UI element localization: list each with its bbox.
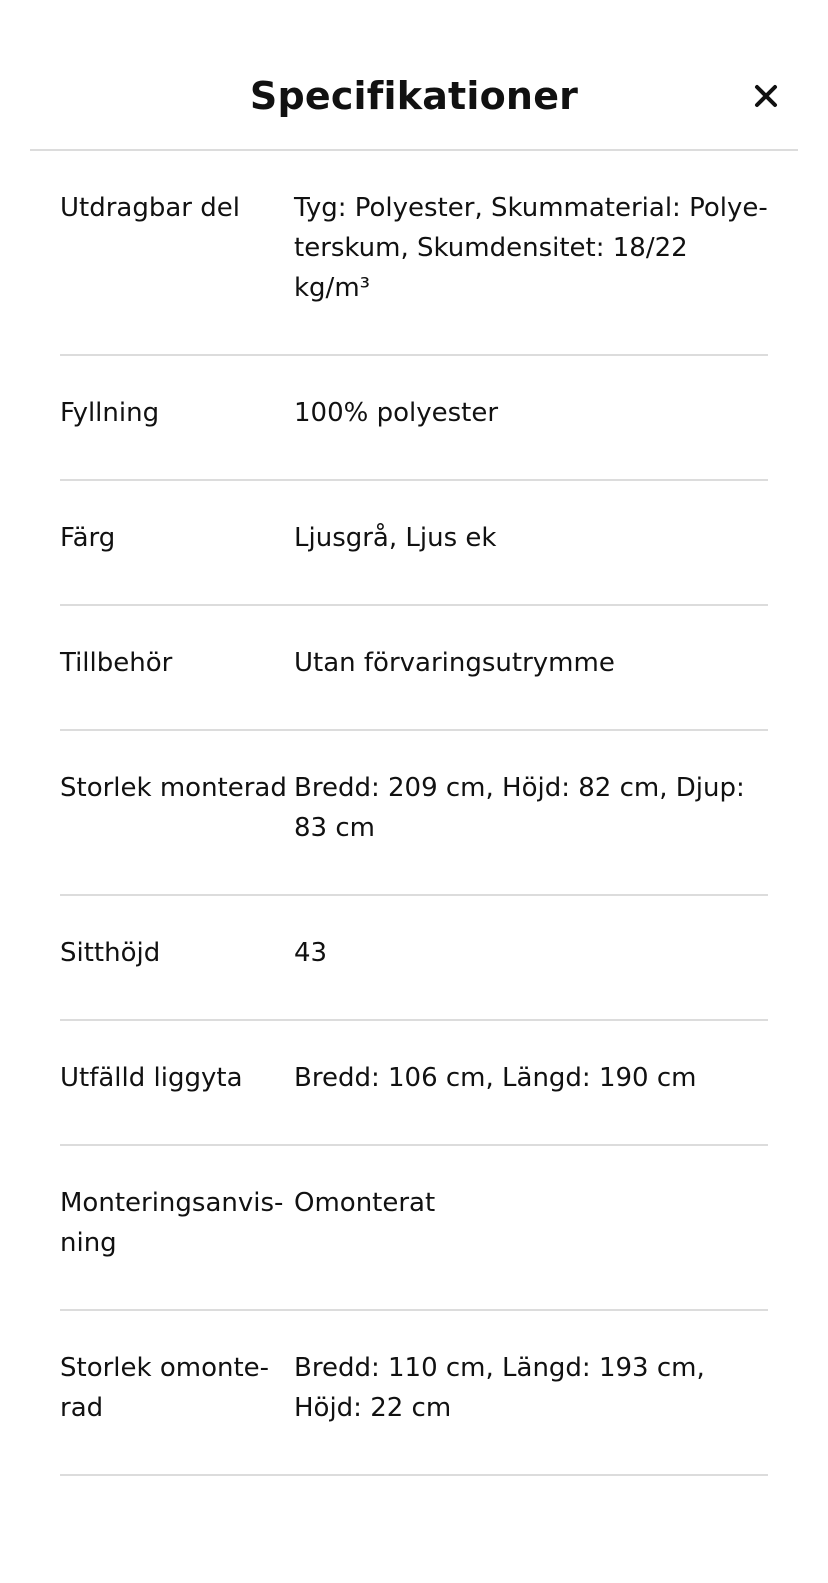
spec-value: Bredd: 209 cm, Höjd: 82 cm, Djup: 83 cm [294,773,745,843]
spec-value: Bredd: 110 cm, Längd: 193 cm, Höjd: 22 cm [294,1353,705,1423]
spec-label: Utfälld liggyta [60,1063,243,1093]
spec-label: Utdragbar del [60,193,240,223]
spec-label: Fyllning [60,398,160,428]
spec-value: Omonterat [294,1188,436,1218]
spec-row-sitthojd [60,896,768,1021]
spec-value: Bredd: 106 cm, Längd: 190 cm [294,1063,697,1093]
spec-value: 43 [294,938,328,968]
spec-label: Tillbehör [60,648,173,678]
spec-label: Färg [60,523,116,553]
spec-label: Storlek monterad [60,773,287,803]
spec-label: Monteringsanvis- ning [60,1188,284,1258]
close-button[interactable] [750,80,782,112]
spec-row-farg [60,481,768,606]
spec-value: 100% polyester [294,398,499,428]
spec-list [60,151,768,1476]
spec-row-utdragbar-del [60,151,768,356]
close-icon [754,84,778,108]
modal-header [30,0,798,151]
spec-value: Utan förvaringsutrymme [294,648,615,678]
spec-row-fyllning [60,356,768,481]
spec-row-storlek-omonterad [60,1311,768,1476]
spec-value: Tyg: Polyester, Skummaterial: Polye- terskum, Skumdensitet: 18/22 kg/m³ [294,193,768,303]
spec-row-tillbehor [60,606,768,731]
spec-row-utfalld-liggyta [60,1021,768,1146]
spec-label: Storlek omonte- rad [60,1353,270,1423]
spec-row-monteringsanvisning [60,1146,768,1311]
page-title: Specifikationer [249,74,579,118]
spec-row-storlek-monterad [60,731,768,896]
spec-label: Sitthöjd [60,938,161,968]
spec-value: Ljusgrå, Ljus ek [294,523,497,553]
